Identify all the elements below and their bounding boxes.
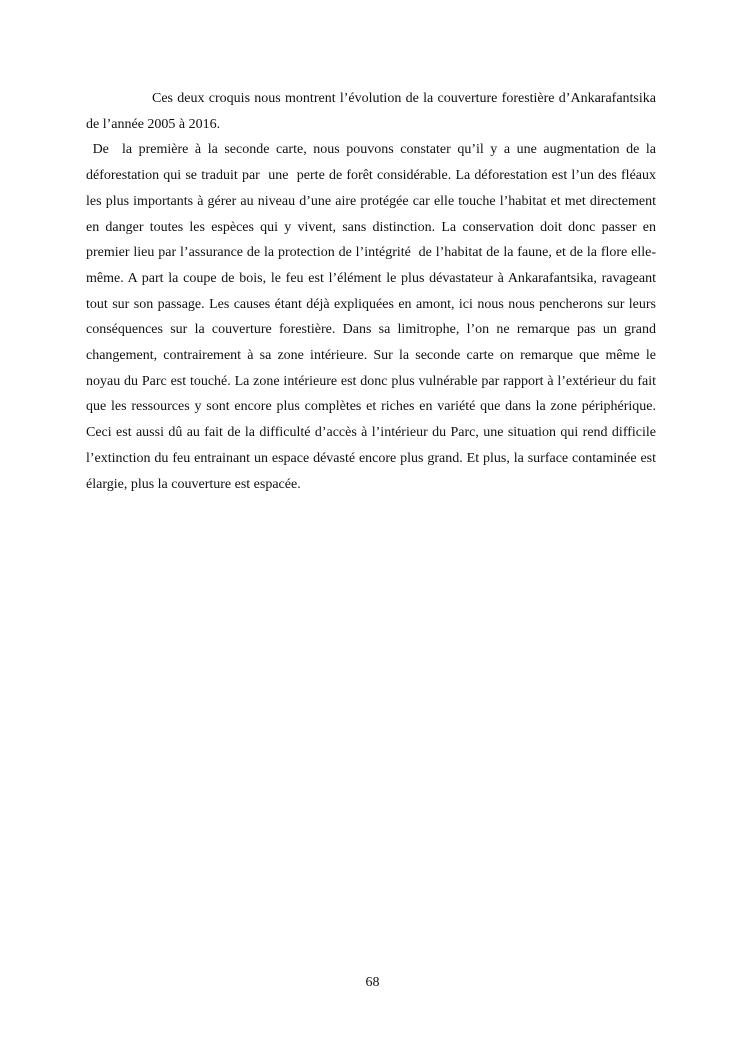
body-text: [86, 86, 660, 497]
page-number: 68: [365, 975, 380, 990]
paragraph-intro: Ces deux croquis nous montrent l’évolution de la couverture forestière d’Ankarafantsika de l’année 2005 à 2016.: [86, 91, 656, 132]
paragraph-analysis: De la première à la seconde carte, nous pouvons constater qu’il y a une augmentation de la déforestation qui se traduit par une perte de forêt considérable. La déforestation est l’un des fléaux les plus importants à gérer au niveau d’une aire protégée car elle touche l’habitat et met directement en danger toutes les espèces qui y vivent, sans distinction. La conservation doit donc passer en premier lieu par l’assurance de la protection de l’intégrité de l’habitat de la faune, et de la flore elle-même. A part la coupe de bois, le feu est l’élément le plus dévastateur à Ankarafantsika, ravageant tout sur son passage. Les causes étant déjà expliquées en amont, ici nous nous pencherons sur leurs conséquences sur la couverture forestière. Dans sa limitrophe, l’on ne remarque pas un grand changement, contrairement à sa zone intérieure. Sur la seconde carte on remarque que même le noyau du Parc est touché. La zone intérieure est donc plus vulnérable par rapport à l’extérieur du fait que les ressources y sont encore plus complètes et riches en variété que dans la zone périphérique. Ceci est aussi dû au fait de la difficulté d’accès à l’intérieur du Parc, une situation qui rend difficile l’extinction du feu entrainant un espace dévasté encore plus grand. Et plus, la surface contaminée est élargie, plus la couverture est espacée.: [86, 142, 660, 492]
